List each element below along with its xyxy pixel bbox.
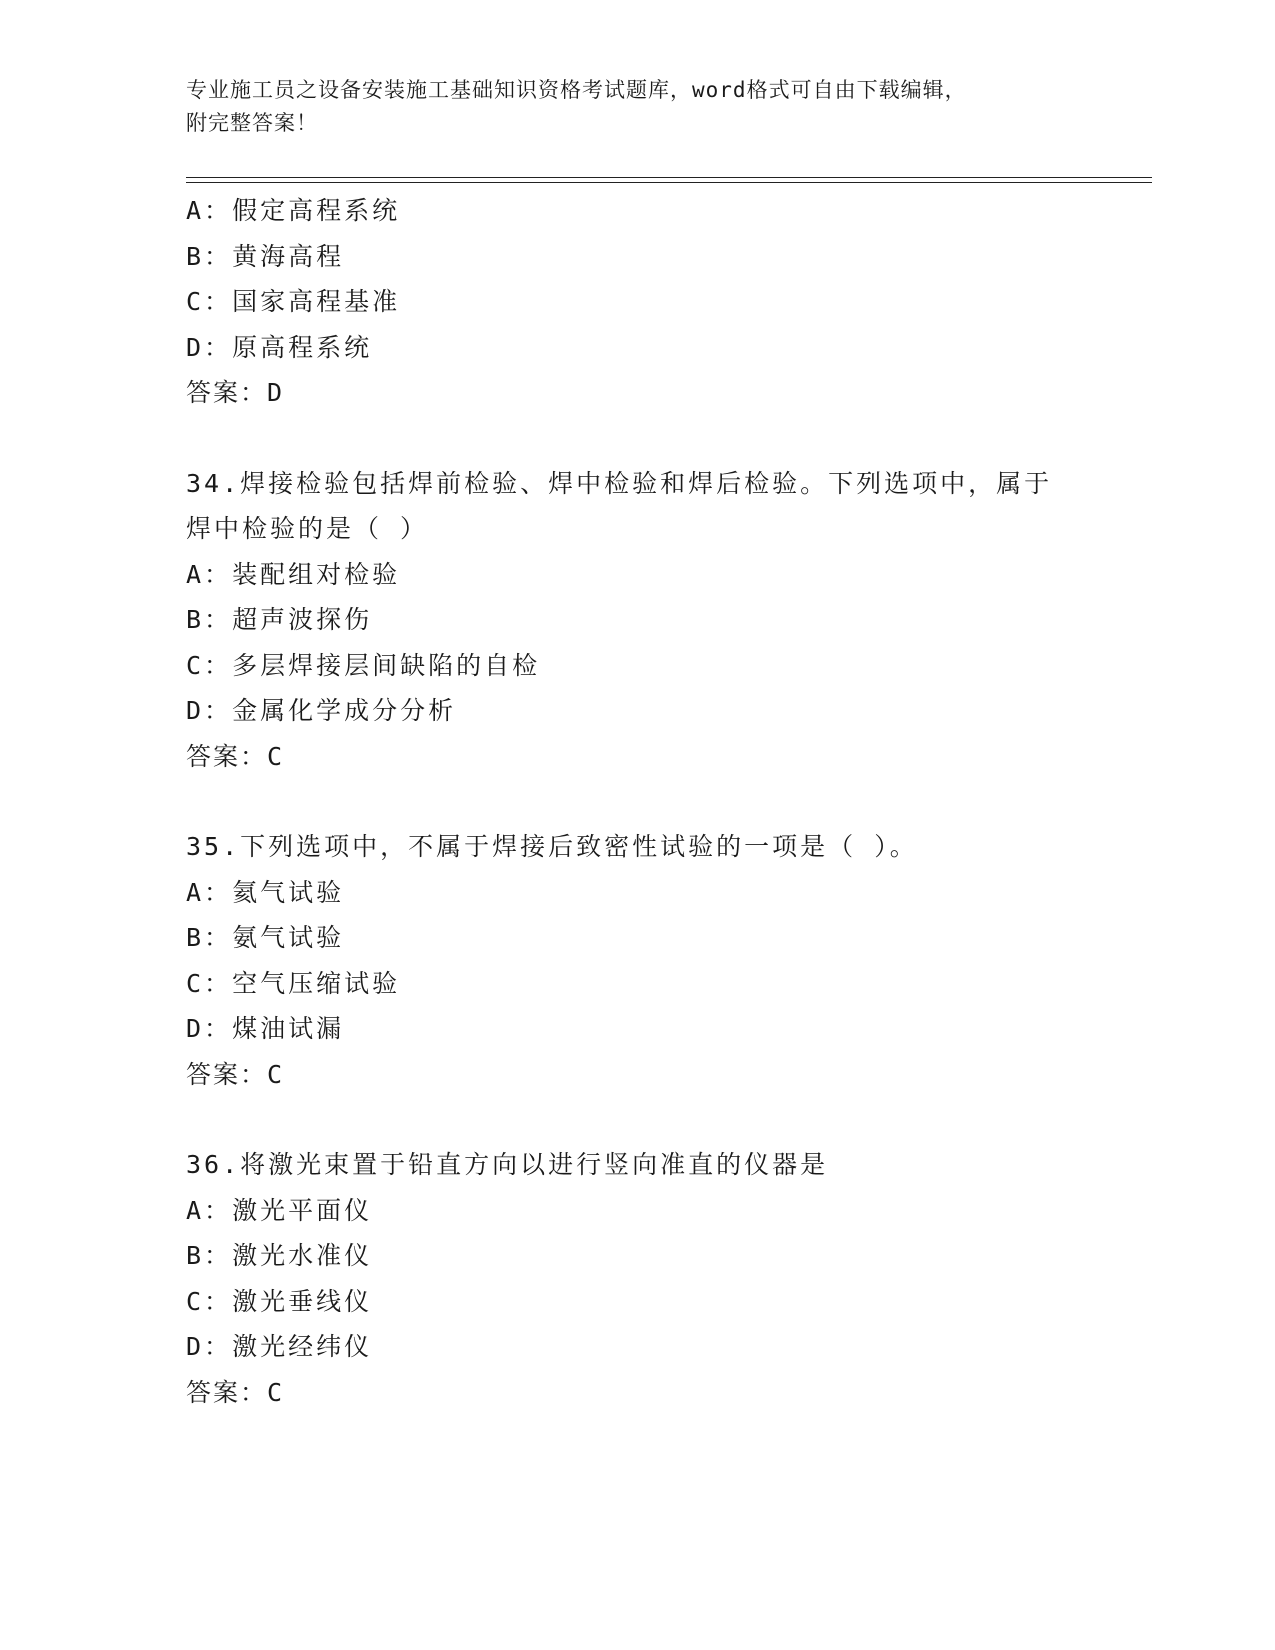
question-34 (186, 461, 1086, 780)
question-text: 35.下列选项中，不属于焊接后致密性试验的一项是（ ）。 (186, 832, 918, 861)
question-text (186, 461, 1066, 552)
header-line-2: 附完整答案！ (186, 111, 318, 135)
option-b: B：氨气试验 (186, 923, 345, 952)
option-b: B：激光水准仪 (186, 1241, 373, 1270)
answer: 答案：C (186, 1059, 285, 1089)
option-b: B：超声波探伤 (186, 605, 373, 634)
question-text: 36.将激光束置于铅直方向以进行竖向准直的仪器是 (186, 1150, 829, 1179)
option-c: C：空气压缩试验 (186, 968, 401, 998)
option-a: A：激光平面仪 (186, 1195, 373, 1225)
option-c: C：国家高程基准 (186, 287, 401, 316)
option-d: D：金属化学成分分析 (186, 696, 457, 725)
option-a: A：装配组对检验 (186, 559, 401, 589)
option-a: A：氦气试验 (186, 877, 345, 907)
document-header (186, 74, 1086, 140)
question-36 (186, 1142, 1086, 1415)
answer: 答案：C (186, 741, 285, 771)
header-divider-bottom (186, 182, 1152, 183)
header-divider-top (186, 177, 1152, 178)
option-a: A：假定高程系统 (186, 196, 401, 225)
header-line-1: 专业施工员之设备安装施工基础知识资格考试题库，word格式可自由下载编辑， (186, 78, 967, 102)
option-d: D：煤油试漏 (186, 1014, 345, 1043)
question-content (186, 188, 1086, 1415)
option-c: C：多层焊接层间缺陷的自检 (186, 650, 541, 680)
answer: 答案：D (186, 378, 285, 407)
option-d: D：原高程系统 (186, 332, 373, 362)
question-text-line-2: 焊中检验的是（ ） (186, 514, 429, 543)
question-35 (186, 824, 1086, 1097)
option-b: B：黄海高程 (186, 241, 345, 271)
question-text-line-1: 34.焊接检验包括焊前检验、焊中检验和焊后检验。下列选项中，属于 (186, 468, 1053, 498)
question-33 (186, 188, 1086, 416)
option-d: D：激光经纬仪 (186, 1332, 373, 1361)
option-c: C：激光垂线仪 (186, 1286, 373, 1316)
answer: 答案：C (186, 1377, 285, 1407)
